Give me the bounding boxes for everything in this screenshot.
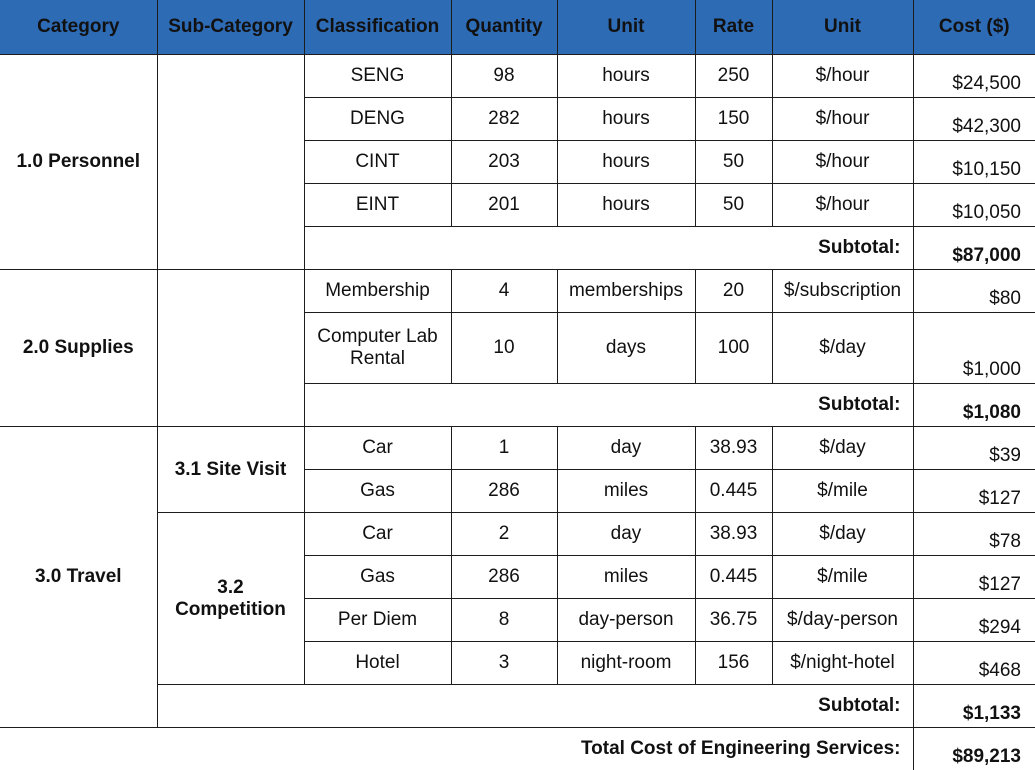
cost-cell: $24,500 bbox=[913, 55, 1035, 98]
unit-cell: days bbox=[557, 313, 695, 384]
unit-cell: day bbox=[557, 513, 695, 556]
cost-cell: $78 bbox=[913, 513, 1035, 556]
unit-cell: day bbox=[557, 427, 695, 470]
table-row bbox=[0, 55, 1035, 98]
classification-cell: Computer Lab Rental bbox=[304, 313, 451, 384]
quantity-cell: 282 bbox=[451, 98, 557, 141]
classification-cell: Hotel bbox=[304, 642, 451, 685]
rate-unit-cell: $/mile bbox=[772, 470, 913, 513]
rate-cell: 38.93 bbox=[695, 513, 772, 556]
subtotal-value: $87,000 bbox=[913, 227, 1035, 270]
unit-cell: day-person bbox=[557, 599, 695, 642]
unit-cell: hours bbox=[557, 141, 695, 184]
unit-cell: miles bbox=[557, 470, 695, 513]
classification-cell: Car bbox=[304, 427, 451, 470]
subtotal-label: Subtotal: bbox=[304, 384, 913, 427]
rate-cell: 150 bbox=[695, 98, 772, 141]
classification-cell: Membership bbox=[304, 270, 451, 313]
classification-cell: SENG bbox=[304, 55, 451, 98]
cost-cell: $80 bbox=[913, 270, 1035, 313]
cost-cell: $1,000 bbox=[913, 313, 1035, 384]
quantity-cell: 3 bbox=[451, 642, 557, 685]
unit-cell: hours bbox=[557, 184, 695, 227]
rate-unit-cell: $/day bbox=[772, 427, 913, 470]
total-value: $89,213 bbox=[913, 728, 1035, 770]
sub-category-empty bbox=[157, 270, 304, 427]
header-unit: Unit bbox=[557, 0, 695, 55]
total-label: Total Cost of Engineering Services: bbox=[0, 728, 913, 770]
sub-category-competition: 3.2 Competition bbox=[157, 513, 304, 685]
quantity-cell: 201 bbox=[451, 184, 557, 227]
rate-unit-cell: $/subscription bbox=[772, 270, 913, 313]
category-supplies: 2.0 Supplies bbox=[0, 270, 157, 427]
rate-cell: 250 bbox=[695, 55, 772, 98]
rate-cell: 20 bbox=[695, 270, 772, 313]
header-rate: Rate bbox=[695, 0, 772, 55]
rate-cell: 38.93 bbox=[695, 427, 772, 470]
cost-cell: $127 bbox=[913, 556, 1035, 599]
rate-unit-cell: $/day-person bbox=[772, 599, 913, 642]
table-row bbox=[0, 270, 1035, 313]
classification-cell: Gas bbox=[304, 556, 451, 599]
rate-cell: 100 bbox=[695, 313, 772, 384]
classification-cell: CINT bbox=[304, 141, 451, 184]
unit-cell: hours bbox=[557, 98, 695, 141]
category-personnel: 1.0 Personnel bbox=[0, 55, 157, 270]
header-sub-category: Sub-Category bbox=[157, 0, 304, 55]
quantity-cell: 2 bbox=[451, 513, 557, 556]
rate-unit-cell: $/hour bbox=[772, 184, 913, 227]
classification-cell: EINT bbox=[304, 184, 451, 227]
unit-cell: memberships bbox=[557, 270, 695, 313]
table-row bbox=[0, 427, 1035, 470]
quantity-cell: 10 bbox=[451, 313, 557, 384]
quantity-cell: 4 bbox=[451, 270, 557, 313]
header-rate-unit: Unit bbox=[772, 0, 913, 55]
unit-cell: hours bbox=[557, 55, 695, 98]
quantity-cell: 8 bbox=[451, 599, 557, 642]
sub-category-empty bbox=[157, 55, 304, 270]
header-cost: Cost ($) bbox=[913, 0, 1035, 55]
subtotal-value: $1,133 bbox=[913, 685, 1035, 728]
header-classification: Classification bbox=[304, 0, 451, 55]
cost-cell: $42,300 bbox=[913, 98, 1035, 141]
quantity-cell: 203 bbox=[451, 141, 557, 184]
classification-cell: Per Diem bbox=[304, 599, 451, 642]
rate-cell: 50 bbox=[695, 184, 772, 227]
subtotal-value: $1,080 bbox=[913, 384, 1035, 427]
cost-cell: $127 bbox=[913, 470, 1035, 513]
quantity-cell: 286 bbox=[451, 470, 557, 513]
rate-unit-cell: $/hour bbox=[772, 98, 913, 141]
cost-cell: $10,150 bbox=[913, 141, 1035, 184]
rate-cell: 36.75 bbox=[695, 599, 772, 642]
header-quantity: Quantity bbox=[451, 0, 557, 55]
rate-unit-cell: $/day bbox=[772, 313, 913, 384]
header-row bbox=[0, 0, 1035, 55]
header-category: Category bbox=[0, 0, 157, 55]
cost-cell: $294 bbox=[913, 599, 1035, 642]
subtotal-label: Subtotal: bbox=[157, 685, 913, 728]
rate-unit-cell: $/day bbox=[772, 513, 913, 556]
rate-cell: 0.445 bbox=[695, 470, 772, 513]
unit-cell: night-room bbox=[557, 642, 695, 685]
classification-cell: DENG bbox=[304, 98, 451, 141]
cost-cell: $39 bbox=[913, 427, 1035, 470]
classification-cell: Gas bbox=[304, 470, 451, 513]
quantity-cell: 1 bbox=[451, 427, 557, 470]
quantity-cell: 98 bbox=[451, 55, 557, 98]
rate-cell: 0.445 bbox=[695, 556, 772, 599]
rate-cell: 50 bbox=[695, 141, 772, 184]
sub-category-site-visit: 3.1 Site Visit bbox=[157, 427, 304, 513]
classification-cell: Car bbox=[304, 513, 451, 556]
rate-unit-cell: $/night-hotel bbox=[772, 642, 913, 685]
category-travel: 3.0 Travel bbox=[0, 427, 157, 728]
total-row bbox=[0, 728, 1035, 770]
rate-cell: 156 bbox=[695, 642, 772, 685]
quantity-cell: 286 bbox=[451, 556, 557, 599]
cost-cell: $468 bbox=[913, 642, 1035, 685]
subtotal-label: Subtotal: bbox=[304, 227, 913, 270]
rate-unit-cell: $/mile bbox=[772, 556, 913, 599]
rate-unit-cell: $/hour bbox=[772, 141, 913, 184]
rate-unit-cell: $/hour bbox=[772, 55, 913, 98]
cost-cell: $10,050 bbox=[913, 184, 1035, 227]
unit-cell: miles bbox=[557, 556, 695, 599]
